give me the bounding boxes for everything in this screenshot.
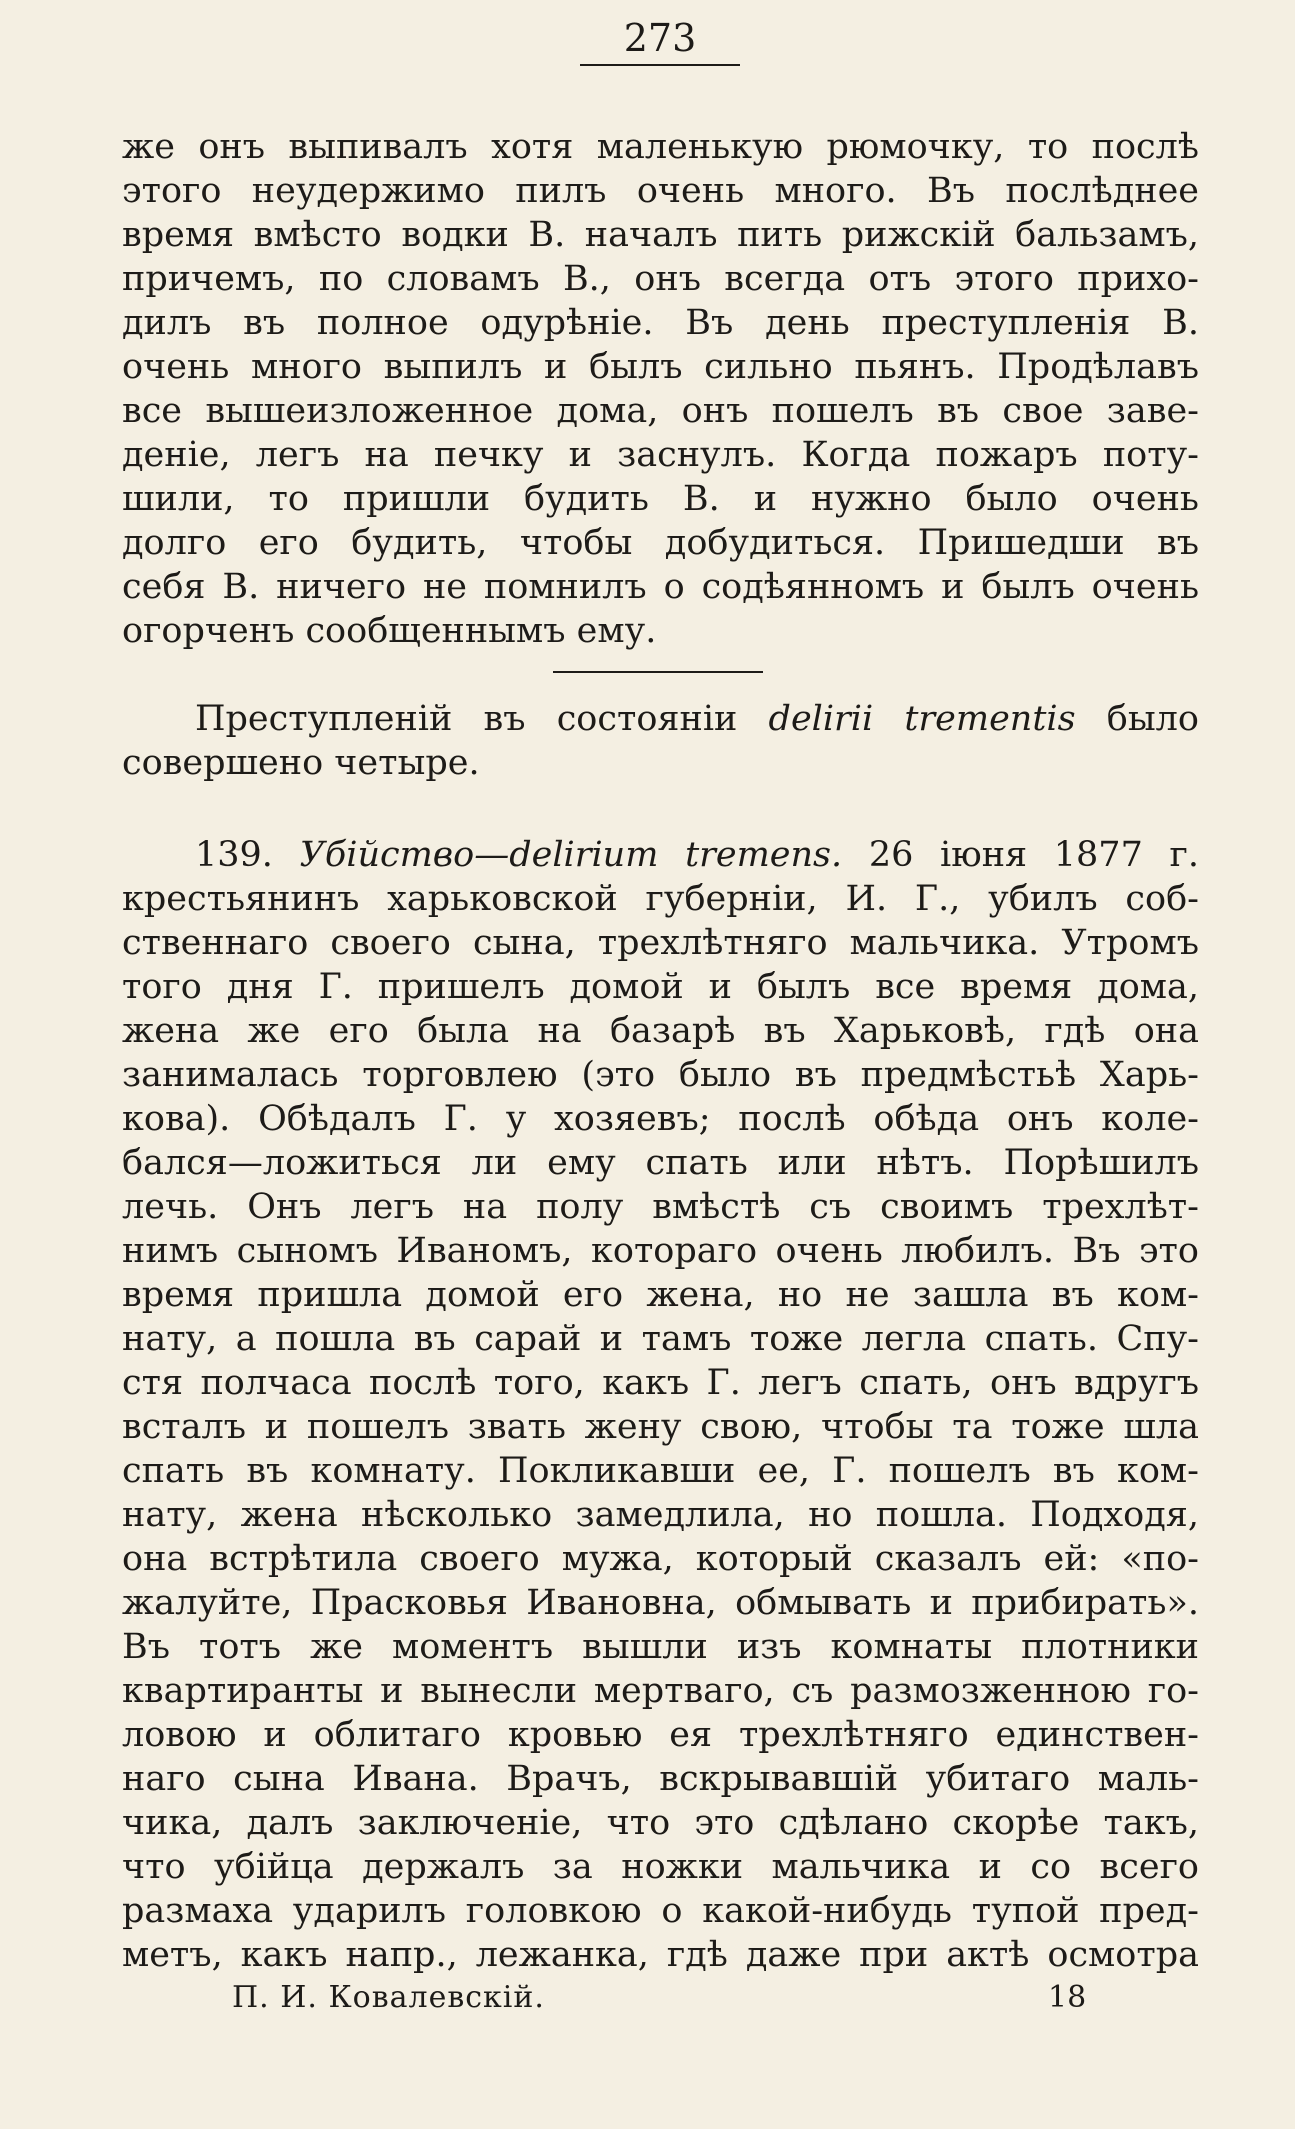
text-line: все вышеизложенное дома, онъ пошелъ въ свое заве- bbox=[122, 391, 1199, 431]
text-line: кова). Обѣдалъ Г. у хозяевъ; послѣ обѣда онъ коле- bbox=[122, 1099, 1199, 1139]
text-line: себя В. ничего не помнилъ о содѣянномъ и былъ очень bbox=[122, 567, 1199, 607]
text-line bbox=[195, 697, 1199, 741]
text-line: размаха ударилъ головкою о какой-нибудь тупой пред- bbox=[122, 1891, 1199, 1931]
text-line: же онъ выпивалъ хотя маленькую рюмочку, то послѣ bbox=[122, 127, 1199, 167]
text-line: нимъ сыномъ Иваномъ, котораго очень любилъ. Въ это bbox=[122, 1231, 1199, 1271]
text-line: занималась торговлею (это было въ предмѣстьѣ Харь- bbox=[122, 1055, 1199, 1095]
text-line: очень много выпилъ и былъ сильно пьянъ. Продѣлавъ bbox=[122, 347, 1199, 387]
text-line: жалуйте, Прасковья Ивановна, обмывать и прибирать». bbox=[122, 1583, 1199, 1623]
text-line: дилъ въ полное одурѣніе. Въ день преступленія В. bbox=[122, 303, 1199, 343]
text-line: того дня Г. пришелъ домой и былъ все время дома, bbox=[122, 967, 1199, 1007]
case-title: Убійство—delirium tremens. bbox=[299, 835, 843, 875]
page-number: 273 bbox=[623, 16, 697, 60]
text-line: время вмѣсто водки В. началъ пить рижскій бальзамъ, bbox=[122, 215, 1199, 255]
text-line: наго сына Ивана. Врачъ, вскрывавшій убитаго маль- bbox=[122, 1759, 1199, 1799]
text-line: причемъ, по словамъ В., онъ всегда отъ этого прихо- bbox=[122, 259, 1199, 299]
text-line: ловою и облитаго кровью ея трехлѣтняго единствен- bbox=[122, 1715, 1199, 1755]
text-line bbox=[195, 833, 1199, 877]
text-line: всталъ и пошелъ звать жену свою, чтобы та тоже шла bbox=[122, 1407, 1199, 1447]
text-line: лечь. Онъ легъ на полу вмѣстѣ съ своимъ трехлѣт- bbox=[122, 1187, 1199, 1227]
text-line: спать въ комнату. Покликавши ее, Г. пошелъ въ ком- bbox=[122, 1451, 1199, 1491]
text-line: нату, а пошла въ сарай и тамъ тоже легла спать. Спу- bbox=[122, 1319, 1199, 1359]
text-line: совершено четыре. bbox=[122, 743, 480, 783]
text-line: этого неудержимо пилъ очень много. Въ послѣднее bbox=[122, 171, 1199, 211]
text-line: крестьянинъ харьковской губерніи, И. Г., убилъ соб- bbox=[122, 879, 1199, 919]
case-number: 139. bbox=[195, 835, 273, 875]
text-line: метъ, какъ напр., лежанка, гдѣ даже при актѣ осмотра bbox=[122, 1935, 1199, 1975]
text-segment: Преступленій въ состояніи bbox=[195, 699, 738, 739]
text-line: что убійца держалъ за ножки мальчика и со всего bbox=[122, 1847, 1199, 1887]
case-date: 26 іюня 1877 г. bbox=[868, 835, 1199, 875]
text-line: квартиранты и вынесли мертваго, съ размозженною го- bbox=[122, 1671, 1199, 1711]
header-rule bbox=[580, 64, 740, 66]
text-line: долго его будить, чтобы добудиться. Пришедши въ bbox=[122, 523, 1199, 563]
text-segment: было bbox=[1106, 699, 1199, 739]
text-line: ственнаго своего сына, трехлѣтняго мальчика. Утромъ bbox=[122, 923, 1199, 963]
text-line: Въ тотъ же моментъ вышли изъ комнаты плотники bbox=[122, 1627, 1199, 1667]
footer-signature: 18 bbox=[1048, 1980, 1087, 2015]
text-line: она встрѣтила своего мужа, который сказалъ ей: «по- bbox=[122, 1539, 1199, 1579]
italic-term: delirii trementis bbox=[768, 699, 1076, 739]
text-line: стя полчаса послѣ того, какъ Г. легъ спать, онъ вдругъ bbox=[122, 1363, 1199, 1403]
text-line: деніе, легъ на печку и заснулъ. Когда пожаръ поту- bbox=[122, 435, 1199, 475]
text-line: жена же его была на базарѣ въ Харьковѣ, гдѣ она bbox=[122, 1011, 1199, 1051]
text-line: бался—ложиться ли ему спать или нѣтъ. Порѣшилъ bbox=[122, 1143, 1199, 1183]
footer-author: П. И. Ковалевскій. bbox=[232, 1980, 545, 2015]
text-line: шили, то пришли будить В. и нужно было очень bbox=[122, 479, 1199, 519]
text-line: чика, далъ заключеніе, что это сдѣлано скорѣе такъ, bbox=[122, 1803, 1199, 1843]
text-line: нату, жена нѣсколько замедлила, но пошла. Подходя, bbox=[122, 1495, 1199, 1535]
text-line: огорченъ сообщеннымъ ему. bbox=[122, 611, 657, 651]
section-separator bbox=[553, 671, 763, 673]
text-line: время пришла домой его жена, но не зашла въ ком- bbox=[122, 1275, 1199, 1315]
